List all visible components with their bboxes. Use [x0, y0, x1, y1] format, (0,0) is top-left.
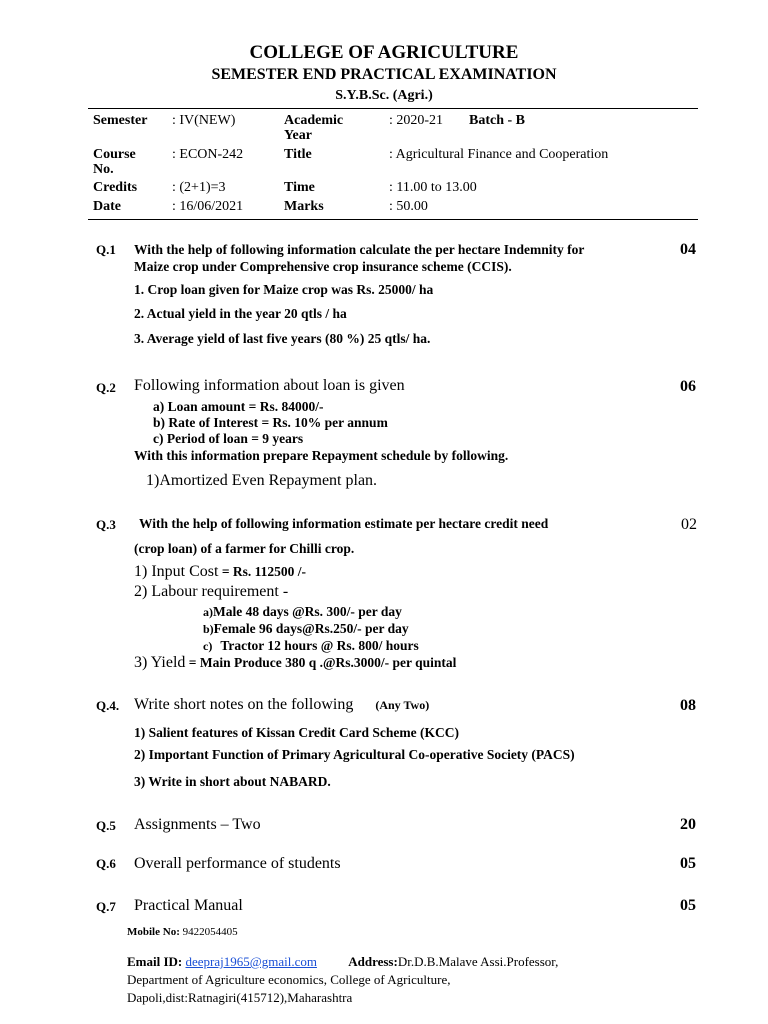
batch: Batch - B: [469, 113, 525, 128]
q3-input-cost-head: 1) Input Cost: [134, 563, 219, 580]
semester-value: : IV(NEW): [172, 113, 236, 128]
q4-any-two: (Any Two): [375, 698, 430, 712]
college-title: COLLEGE OF AGRICULTURE: [249, 42, 519, 63]
q3-labour-b: [203, 620, 409, 638]
q7-marks: 05: [680, 897, 696, 914]
q2-item-a: a) Loan amount = Rs. 84000/-: [153, 399, 324, 414]
marks-label: Marks: [284, 199, 324, 214]
q5-text: Assignments – Two: [134, 816, 261, 833]
q3-marks: 02: [681, 516, 697, 533]
title-label: Title: [284, 147, 312, 162]
q3-labour-a: [203, 603, 402, 621]
email-link[interactable]: deepraj1965@gmail.com: [185, 954, 317, 969]
q7-number: Q.7: [96, 899, 116, 914]
exam-title: SEMESTER END PRACTICAL EXAMINATION: [211, 66, 557, 83]
header-rule-bottom: [88, 219, 698, 220]
q3-labour-c-text: Tractor 12 hours @ Rs. 800/ hours: [220, 638, 419, 653]
q4-item-2: 2) Important Function of Primary Agricultural Co-operative Society (PACS): [134, 747, 575, 762]
q3-labour-a-num: a): [203, 605, 213, 619]
q4-heading-line: [134, 696, 429, 714]
q1-text-2: Maize crop under Comprehensive crop insurance scheme (CCIS).: [134, 259, 512, 274]
time-label: Time: [284, 180, 315, 195]
academic-year-label-1: Academic: [284, 113, 344, 128]
q3-yield-head: 3) Yield: [134, 654, 186, 671]
program-title: S.Y.B.Sc. (Agri.): [335, 88, 433, 103]
q1-number: Q.1: [96, 242, 116, 257]
q3-yield: [134, 654, 456, 672]
q5-number: Q.5: [96, 818, 116, 833]
q3-labour-b-text: Female 96 days@Rs.250/- per day: [213, 621, 409, 636]
q2-number: Q.2: [96, 380, 116, 395]
credits-value: : (2+1)=3: [172, 180, 226, 195]
course-label-2: No.: [93, 162, 114, 177]
address-label: Address:: [348, 954, 398, 969]
credits-label: Credits: [93, 180, 138, 195]
q1-marks: 04: [680, 241, 696, 258]
q3-labour-b-num: b): [203, 622, 214, 636]
q2-plan-period: .: [373, 472, 378, 489]
q2-item-c: c) Period of loan = 9 years: [153, 431, 304, 446]
q6-number: Q.6: [96, 856, 116, 871]
course-value: : ECON-242: [172, 147, 244, 162]
q2-plan: [146, 472, 377, 490]
address-line-3: Dapoli,dist:Ratnagiri(415712),Maharashtra: [127, 990, 353, 1005]
q7-text: Practical Manual: [134, 897, 243, 914]
academic-year-label-2: Year: [284, 128, 312, 143]
marks-value: : 50.00: [389, 199, 428, 214]
email-address-line: [127, 954, 558, 970]
header-rule-top: [88, 108, 698, 109]
q1-text-1: With the help of following information calculate the per hectare Indemnity for: [134, 242, 585, 257]
q6-marks: 05: [680, 855, 696, 872]
q3-input-cost: [134, 563, 306, 581]
q3-text-1: With the help of following information estimate per hectare credit need: [139, 516, 549, 531]
date-label: Date: [93, 199, 121, 214]
q1-item-1: 1. Crop loan given for Maize crop was Rs. 25000/ ha: [134, 282, 434, 297]
q3-labour-c-num: c): [203, 639, 213, 653]
q2-instruction: With this information prepare Repayment schedule by following.: [134, 448, 509, 463]
address-line-2: Department of Agriculture economics, College of Agriculture,: [127, 972, 451, 987]
title-value: : Agricultural Finance and Cooperation: [389, 147, 609, 162]
q4-number: Q.4.: [96, 698, 120, 713]
mobile-value: 9422054405: [179, 926, 238, 938]
time-value: : 11.00 to 13.00: [389, 180, 477, 195]
q3-input-cost-value: = Rs. 112500 /-: [218, 564, 307, 579]
q5-marks: 20: [680, 816, 696, 833]
q4-heading: Write short notes on the following: [134, 696, 354, 713]
date-value: : 16/06/2021: [172, 199, 244, 214]
q2-item-b: b) Rate of Interest = Rs. 10% per annum: [153, 415, 388, 430]
q4-marks: 08: [680, 697, 696, 714]
q3-labour-a-text: Male 48 days @Rs. 300/- per day: [213, 604, 402, 619]
q3-labour-head: 2) Labour requirement -: [134, 583, 289, 600]
q4-item-3: 3) Write in short about NABARD.: [134, 774, 331, 789]
course-label-1: Course: [93, 147, 136, 162]
q1-item-2: 2. Actual yield in the year 20 qtls / ha: [134, 306, 347, 321]
email-label: Email ID:: [127, 954, 183, 969]
q1-item-3: 3. Average yield of last five years (80 %) 25 qtls/ ha.: [134, 331, 431, 346]
q3-labour-c: [203, 637, 419, 655]
mobile: [127, 926, 238, 938]
q3-number: Q.3: [96, 517, 116, 532]
academic-year-value: : 2020-21: [389, 113, 444, 128]
q2-plan-text: 1)Amortized Even Repayment plan: [146, 472, 374, 489]
address-line-1: Dr.D.B.Malave Assi.Professor,: [397, 954, 559, 969]
q2-heading: Following information about loan is given: [134, 377, 405, 394]
mobile-label: Mobile No:: [127, 926, 180, 938]
semester-label: Semester: [93, 113, 148, 128]
q6-text: Overall performance of students: [134, 855, 341, 872]
q3-text-2: (crop loan) of a farmer for Chilli crop.: [134, 541, 355, 556]
q2-marks: 06: [680, 378, 696, 395]
q4-item-1: 1) Salient features of Kissan Credit Card Scheme (KCC): [134, 725, 459, 740]
q3-yield-value: = Main Produce 380 q .@Rs.3000/- per quintal: [185, 655, 457, 670]
